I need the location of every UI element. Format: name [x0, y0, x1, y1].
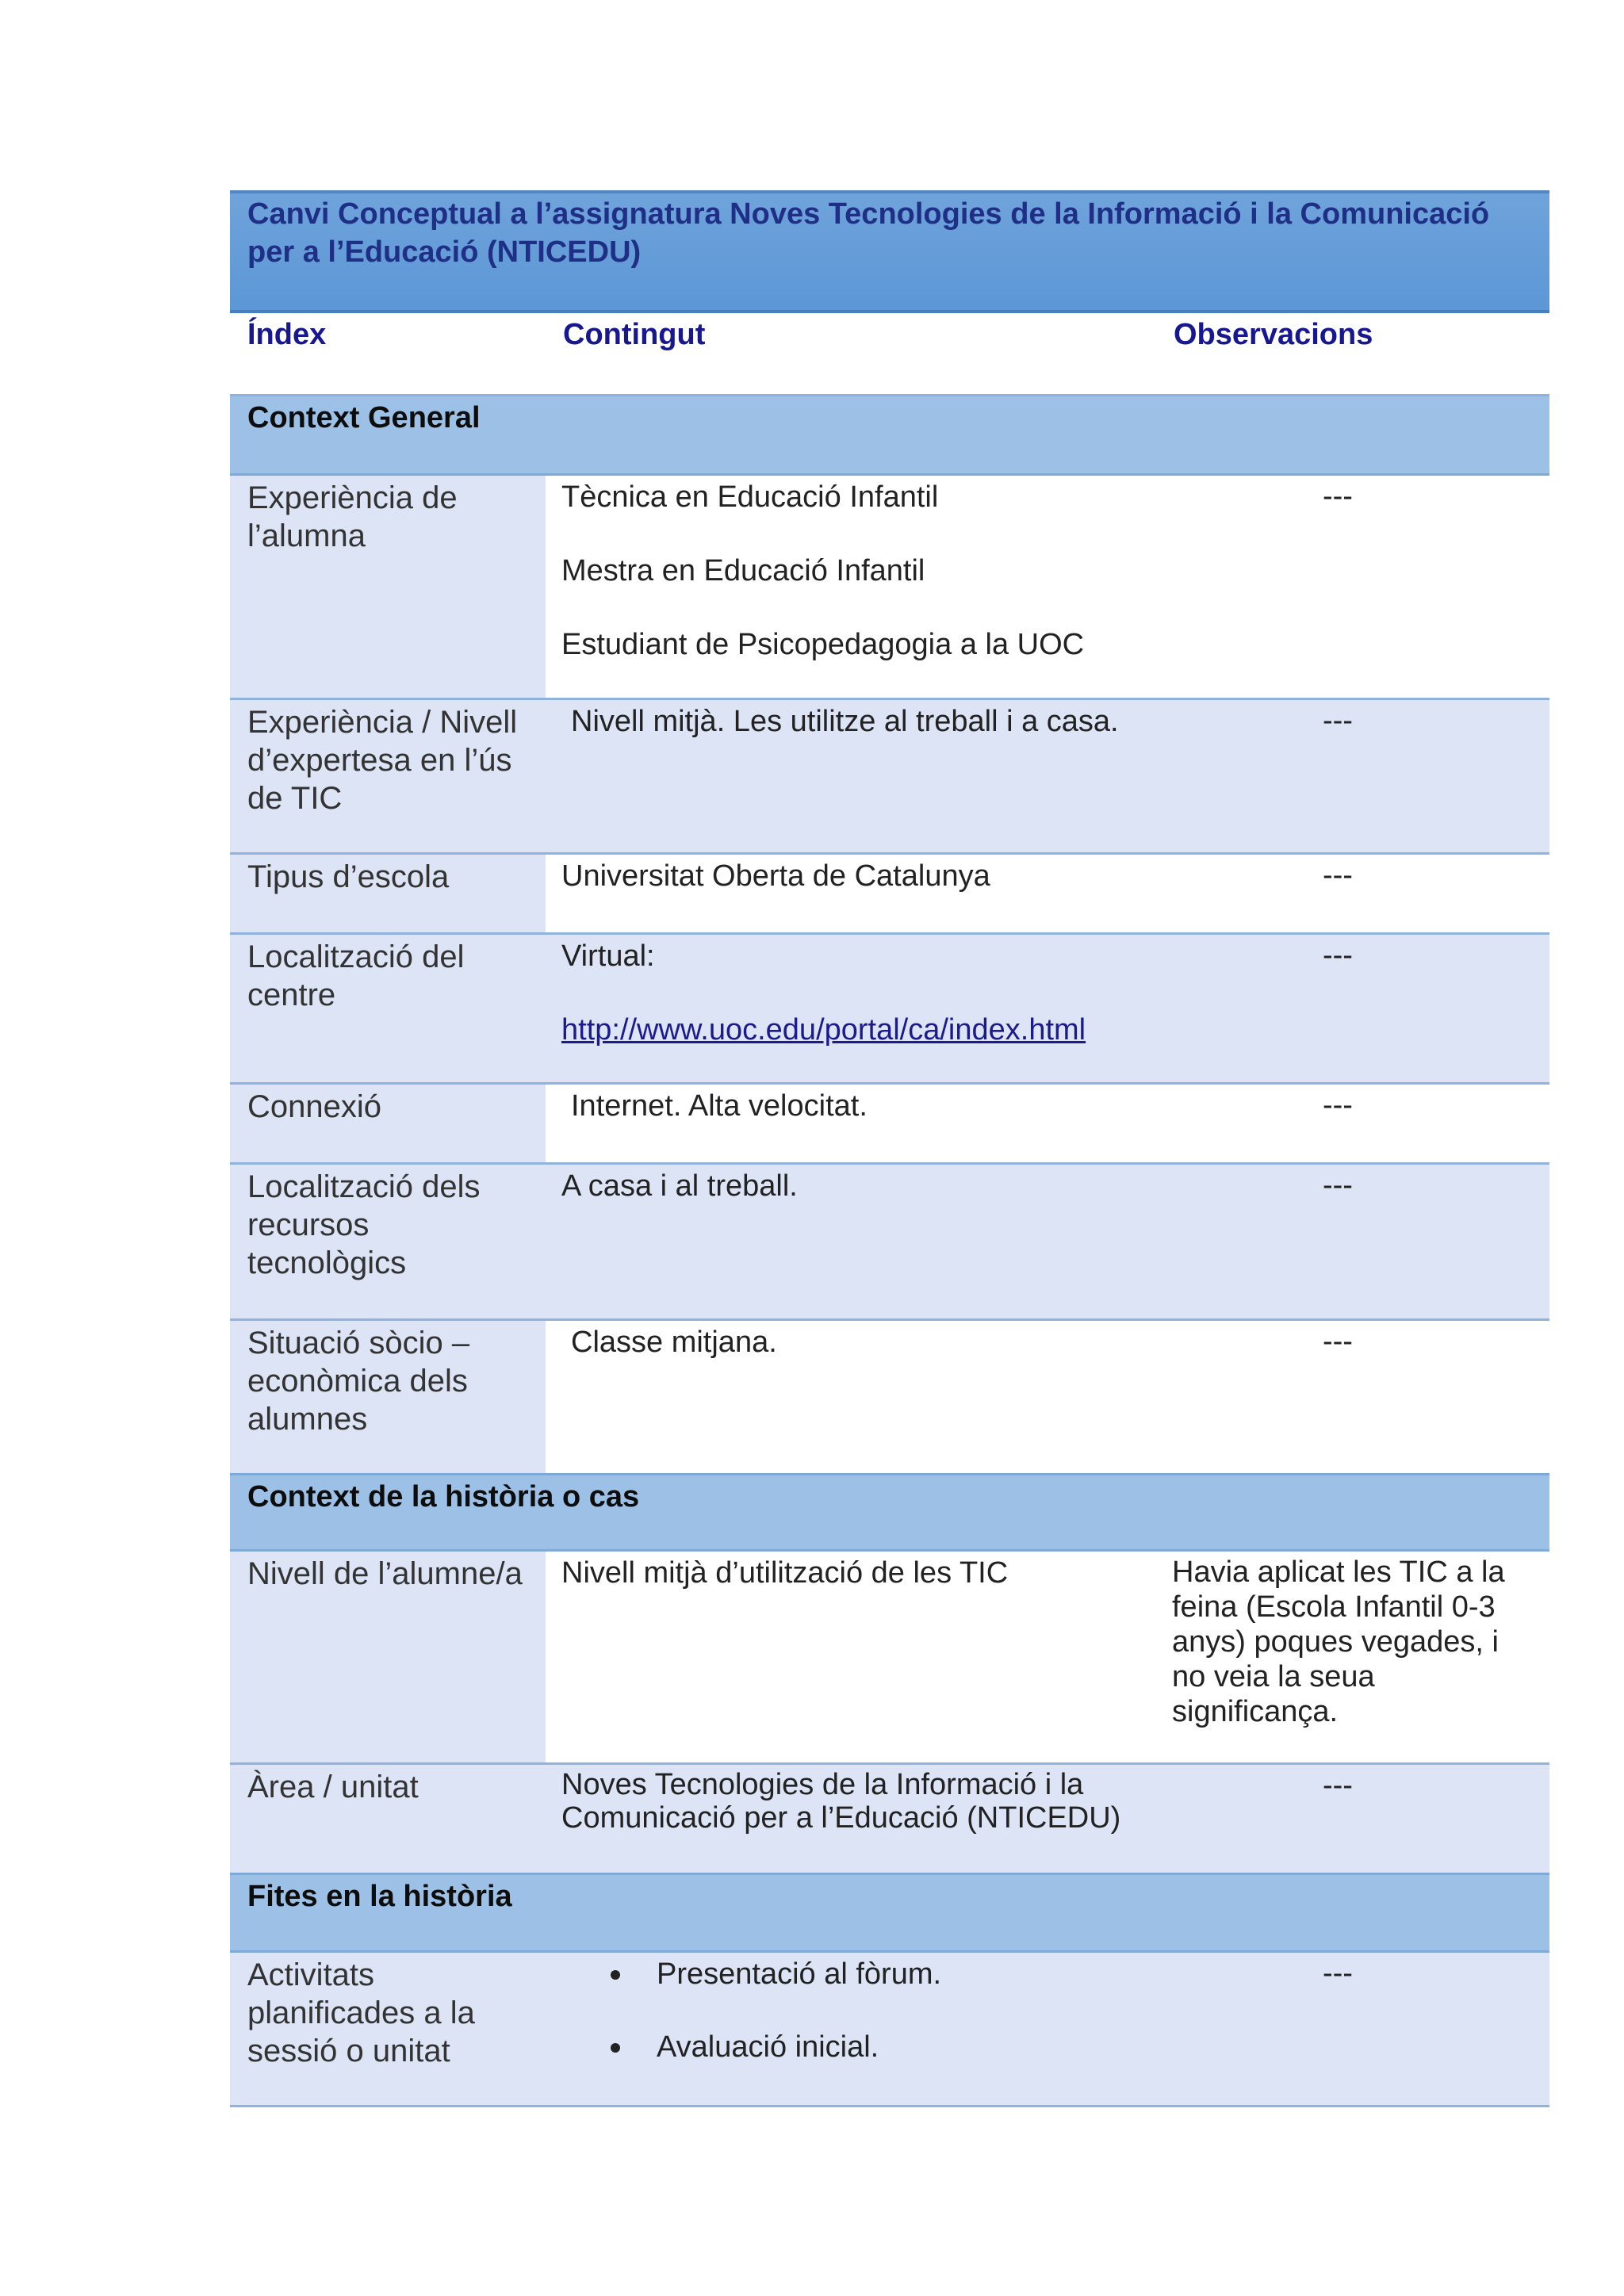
section-story [230, 1475, 1549, 1551]
uoc-link[interactable]: http://www.uoc.edu/portal/ca/index.html [561, 1013, 1086, 1047]
experience-item: Estudiant de Psicopedagogia a la UOC [561, 628, 1085, 661]
list-item: Presentació al fòrum. [607, 1956, 1140, 1992]
row-area [230, 1764, 1549, 1874]
experience-item: Mestra en Educació Infantil [561, 554, 925, 587]
section-story-title: Context de la història o cas [230, 1475, 1549, 1551]
title-row [230, 192, 1549, 312]
section-milestones [230, 1874, 1549, 1952]
row-area-content: Noves Tecnologies de la Informació i la Comunicació per a l’Educació (NTICEDU) [546, 1764, 1156, 1874]
bullet-icon [611, 2043, 620, 2053]
row-resources [230, 1164, 1549, 1320]
row-ict-level [230, 699, 1549, 854]
row-activities-content [546, 1952, 1156, 2107]
activities-list [561, 1956, 1140, 2065]
row-location [230, 934, 1549, 1084]
document-title: Canvi Conceptual a l’assignatura Noves Tecnologies de la Informació i la Comunicació per a l’Educació (NTICEDU) [230, 192, 1549, 312]
row-socio-content: Classe mitjana. [546, 1320, 1156, 1475]
row-location-obs: --- [1156, 934, 1549, 1084]
row-student-level-obs: Havia aplicat les TIC a la feina (Escola Infantil 0-3 anys) poques vegades, i no veia la seua significança. [1156, 1551, 1549, 1764]
row-experience-obs: --- [1156, 475, 1549, 699]
row-ict-level-obs: --- [1156, 699, 1549, 854]
row-school-type-obs: --- [1156, 854, 1549, 934]
row-student-level-label: Nivell de l’alumne/a [230, 1551, 546, 1764]
row-student-level [230, 1551, 1549, 1764]
row-school-type-content: Universitat Oberta de Catalunya [546, 854, 1156, 934]
row-activities-label: Activitats planificades a la sessió o unitat [230, 1952, 546, 2107]
row-resources-content: A casa i al treball. [546, 1164, 1156, 1320]
row-connection-content: Internet. Alta velocitat. [546, 1084, 1156, 1164]
header-row [230, 312, 1549, 396]
row-student-level-content: Nivell mitjà d’utilització de les TIC [546, 1551, 1156, 1764]
nticedu-table [230, 190, 1549, 2107]
row-school-type [230, 854, 1549, 934]
row-resources-label: Localització dels recursos tecnològics [230, 1164, 546, 1320]
row-experience-content [546, 475, 1156, 699]
section-general [230, 396, 1549, 475]
row-socio-obs: --- [1156, 1320, 1549, 1475]
row-socio [230, 1320, 1549, 1475]
header-index: Índex [230, 312, 546, 396]
section-milestones-title: Fites en la història [230, 1874, 1549, 1952]
row-connection [230, 1084, 1549, 1164]
row-connection-obs: --- [1156, 1084, 1549, 1164]
header-observations: Observacions [1156, 312, 1549, 396]
row-connection-label: Connexió [230, 1084, 546, 1164]
list-item: Avaluació inicial. [607, 2029, 1140, 2065]
bullet-icon [611, 1970, 620, 1980]
row-experience [230, 475, 1549, 699]
row-activities [230, 1952, 1549, 2107]
row-ict-level-label: Experiència / Nivell d’expertesa en l’ús de TIC [230, 699, 546, 854]
row-experience-label: Experiència de l’alumna [230, 475, 546, 699]
location-text: Virtual: [561, 939, 655, 973]
row-socio-label: Situació sòcio – econòmica dels alumnes [230, 1320, 546, 1475]
row-area-obs: --- [1156, 1764, 1549, 1874]
row-area-label: Àrea / unitat [230, 1764, 546, 1874]
section-general-title: Context General [230, 396, 1549, 475]
experience-item: Tècnica en Educació Infantil [561, 480, 939, 514]
row-activities-obs: --- [1156, 1952, 1549, 2107]
row-location-content [546, 934, 1156, 1084]
row-ict-level-content: Nivell mitjà. Les utilitze al treball i a casa. [546, 699, 1156, 854]
row-school-type-label: Tipus d’escola [230, 854, 546, 934]
row-resources-obs: --- [1156, 1164, 1549, 1320]
header-content: Contingut [546, 312, 1156, 396]
row-location-label: Localització del centre [230, 934, 546, 1084]
